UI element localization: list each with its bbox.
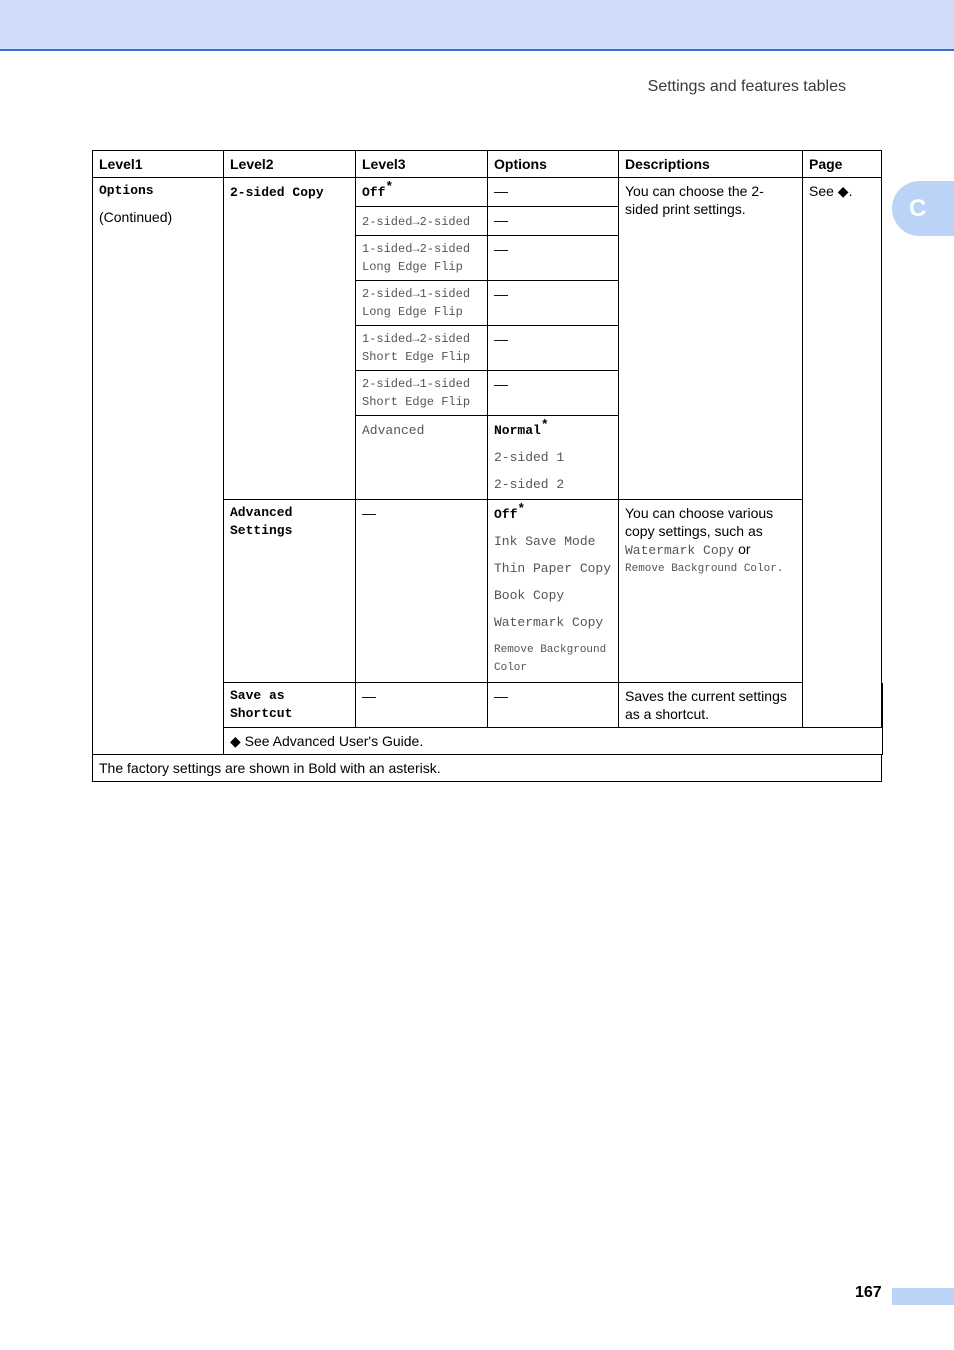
level2-two-sided-copy: 2-sided Copy [224,178,356,500]
col-header-options: Options [488,151,619,178]
col-header-page: Page [803,151,882,178]
level1-note: (Continued) [99,209,173,225]
table-row [93,178,883,207]
level3-cell: 1-sided→2-sided Short Edge Flip [356,326,488,371]
option-cell: — [488,178,619,207]
level3-cell: 2-sided→1-sided Long Edge Flip [356,281,488,326]
description-save-shortcut: Saves the current settings as a shortcut. [619,683,803,728]
level3-cell: — [356,500,488,683]
description-advanced-settings: You can choose various copy settings, such as Watermark Copy or Remove Background Color. [619,500,803,683]
col-header-level1: Level1 [93,151,224,178]
chapter-tab: C [892,181,954,236]
description-two-sided: You can choose the 2-sided print settings. [619,178,803,500]
footnote-row [93,755,883,782]
options-advanced: Normal* 2-sided 1 2-sided 2 [488,416,619,500]
page-ref-cell: See ◆. [803,178,882,728]
option-cell: — [488,371,619,416]
footnote-default: The factory settings are shown in Bold with an asterisk. [93,755,882,782]
level2-advanced-settings: Advanced Settings [224,500,356,683]
footnote-reference: ◆ See Advanced User's Guide. [224,728,883,755]
settings-table [92,150,883,782]
page-ref-empty [882,683,883,728]
level1-cell [93,178,224,755]
section-title: Settings and features tables [647,78,846,95]
option-cell: — [488,683,619,728]
level1-name: Options [99,183,154,198]
level3-advanced: Advanced [356,416,488,500]
option-cell: — [488,207,619,236]
page-number-bar [892,1288,954,1305]
level3-cell: 2-sided→1-sided Short Edge Flip [356,371,488,416]
option-cell: — [488,326,619,371]
level3-cell: Off* [356,178,488,207]
level3-cell: 2-sided→2-sided [356,207,488,236]
col-header-level3: Level3 [356,151,488,178]
option-cell: — [488,281,619,326]
option-cell: — [488,236,619,281]
level3-cell: 1-sided→2-sided Long Edge Flip [356,236,488,281]
col-header-level2: Level2 [224,151,356,178]
page-number: 167 [855,1284,882,1301]
header-band [0,0,954,51]
options-advanced-settings: Off* Ink Save Mode Thin Paper Copy Book Copy Watermark Copy Remove Background Color [488,500,619,683]
table-header-row [93,151,883,178]
col-header-descriptions: Descriptions [619,151,803,178]
level2-save-shortcut: Save as Shortcut [224,683,356,728]
level3-cell: — [356,683,488,728]
